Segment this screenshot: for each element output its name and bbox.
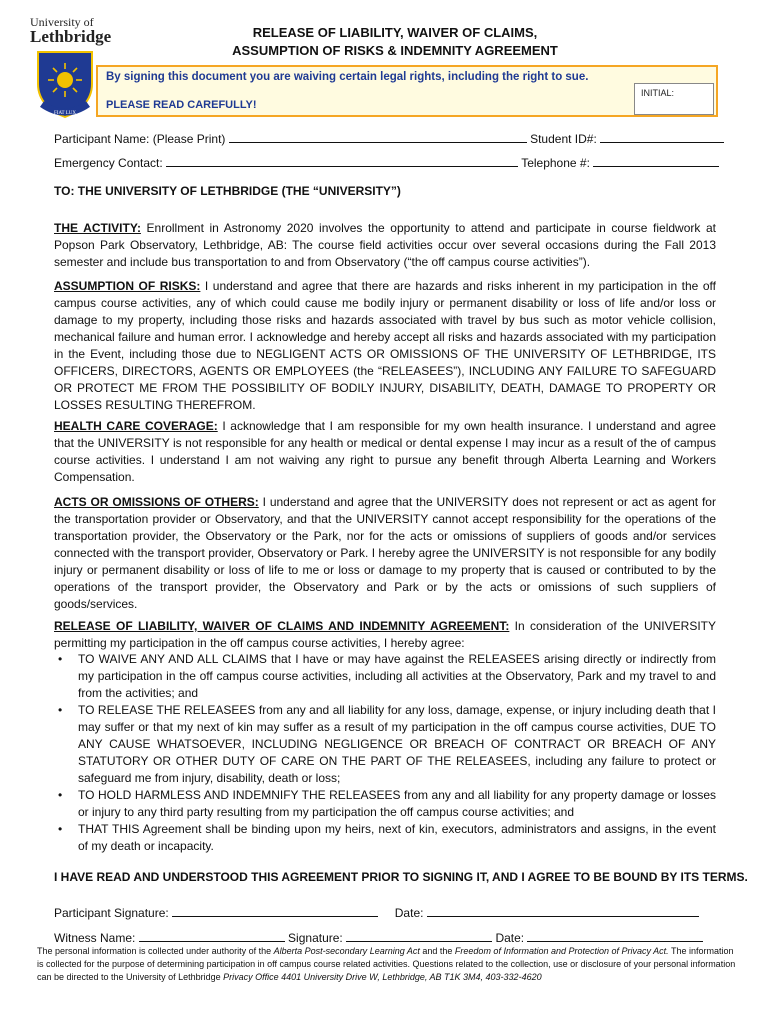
shield-icon: [34, 50, 96, 120]
witness-signature-label: Signature:: [288, 931, 343, 945]
notice-box: [96, 65, 718, 117]
list-item: • THAT THIS Agreement shall be binding upon my heirs, next of kin, executors, administrators and assigns, in the event of my death or incapacity.: [58, 822, 716, 853]
please-read-text: PLEASE READ CAREFULLY!: [106, 99, 257, 111]
university-logo: [30, 15, 112, 116]
section-health-care: [54, 418, 716, 486]
telephone-label: Telephone #:: [521, 156, 590, 170]
date-label: Date:: [394, 906, 424, 920]
logo-lethbridge: Lethbridge: [30, 27, 112, 46]
witness-name-input[interactable]: [139, 929, 285, 942]
section-assumption-of-risks: [54, 278, 716, 414]
initial-label: INITIAL:: [641, 88, 675, 98]
section-activity: [54, 220, 716, 271]
participant-name-label: Participant Name: (Please Print): [54, 132, 226, 146]
bullet-dot-icon: •: [58, 788, 63, 802]
document-title-line2: ASSUMPTION OF RISKS & INDEMNITY AGREEMENT: [232, 43, 558, 58]
logo-university-of: University of: [30, 15, 94, 29]
section-text: Enrollment in Astronomy 2020 involves the opportunity to attend and participate in course fieldwork at Popson Park Observatory, Lethbridge, AB: The course field activities occur over several occasions during the Fall 2013 semester and include bus transportation to and from Observatory (“the off campus course activities”).: [54, 221, 716, 269]
list-item: • TO WAIVE ANY AND ALL CLAIMS that I have or may have against the RELEASEES arising directly or indirectly from my participation in the off campus course activities, including all activities at the Observatory, Park and my travel to and from the activities; and: [58, 652, 716, 700]
witness-signature-input[interactable]: [346, 929, 492, 942]
section-text: I acknowledge that I am responsible for my own health insurance. I understand and agree that the UNIVERSITY is not responsible for any health or medical or dental expense I may incur as a result of the of campus course activities. I understand I am not waiving any right to pursue any benefit through Alberta Learning and Workers Compensation.: [54, 419, 716, 484]
acknowledgement: I HAVE READ AND UNDERSTOOD THIS AGREEMENT PRIOR TO SIGNING IT, AND I AGREE TO BE BOUND BY ITS TERMS.: [54, 870, 748, 884]
section-label: ACTS OR OMISSIONS OF OTHERS:: [54, 495, 259, 509]
bullet-dot-icon: •: [58, 822, 63, 836]
to-heading: TO: THE UNIVERSITY OF LETHBRIDGE (THE “UNIVERSITY”): [54, 184, 401, 198]
witness-date-label: Date:: [495, 931, 525, 945]
participant-signature-input[interactable]: [172, 904, 378, 917]
notice-main-text: By signing this document you are waiving certain legal rights, including the right to sue.: [106, 71, 589, 83]
telephone-input[interactable]: [593, 154, 719, 167]
list-item: • TO RELEASE THE RELEASEES from any and all liability for any loss, damage, expense, or injury including death that I may suffer or that my next of kin may suffer as a result of my participation in the off campus course activities, DUE TO ANY CAUSE WHATSOEVER, INCLUDING NEGLIGENCE OR BREACH OF CONTRACT OR BREACH OF ANY STATUTORY OR OTHER DUTY OF CARE ON THE PART OF THE RELEASEES, including any failure to protect or safeguard me from injury, disability, death or loss;: [58, 703, 716, 785]
logo-motto: FIAT LUX: [54, 111, 76, 116]
participant-name-input[interactable]: [229, 130, 527, 143]
agreement-bullets: [54, 651, 716, 855]
emergency-contact-row: [54, 154, 719, 171]
participant-signature-label: Participant Signature:: [54, 906, 169, 920]
student-id-label: Student ID#:: [530, 132, 597, 146]
witness-name-label: Witness Name:: [54, 931, 136, 945]
witness-row: [54, 929, 703, 946]
document-title-line1: RELEASE OF LIABILITY, WAIVER OF CLAIMS,: [252, 25, 538, 40]
section-label: ASSUMPTION OF RISKS:: [54, 279, 201, 293]
student-id-input[interactable]: [600, 130, 724, 143]
emergency-contact-label: Emergency Contact:: [54, 156, 163, 170]
bullet-dot-icon: •: [58, 652, 63, 666]
section-text: I understand and agree that the UNIVERSITY does not represent or act as agent for the transportation provider or Observatory, and that the UNIVERSITY cannot accept responsibility for the operations of the transportation provider, the Observatory or the Park, nor for the acts or omissions of suppliers of goods and/or services connected with the transport provider, Observatory or Park. I hereby agree the UNIVERSITY is not responsible for any bodily injury or permanent disability or loss of life to me or loss or damage to my property that is caused or contributed to by the operations of the transport provider, the Observatory and Park or by the acts or omissions of such suppliers of goods/services.: [54, 495, 716, 611]
section-text: I understand and agree that there are hazards and risks inherent in my participation in the off campus course activities, any of which could cause me bodily injury or permanent disability or loss of life and/or loss or damage to my property, including those risks and hazards associated with travel by bus such as motor vehicle collision, mechanical failure and human error. I acknowledge and hereby accept all risks and hazards associated with my participation in the Event, including those due to NEGLIGENT ACTS OR OMISSIONS OF THE UNIVERSITY OF LETHBRIDGE, ITS OFFICERS, DIRECTORS, AGENTS OR EMPLOYEES (the “RELEASEES”), INCLUDING ANY FAILURE TO SAFEGUARD OR PROTECT ME FROM THE POSSIBILITY OF BODILY INJURY, DISABILITY, DEATH, DAMAGE TO PROPERTY OR LOSSES RESULTING THEREFROM.: [54, 279, 716, 412]
emergency-contact-input[interactable]: [166, 154, 518, 167]
participant-signature-row: [54, 904, 699, 921]
section-label: THE ACTIVITY:: [54, 221, 141, 235]
section-label: RELEASE OF LIABILITY, WAIVER OF CLAIMS AND INDEMNITY AGREEMENT:: [54, 619, 510, 633]
date-input[interactable]: [427, 904, 699, 917]
section-text: In consideration of the UNIVERSITY permitting my participation in the off campus course activities, I hereby agree:: [54, 619, 716, 650]
list-item: • TO HOLD HARMLESS AND INDEMNIFY THE RELEASEES from any and all liability for any property damage or losses or injury to any third party resulting from my participation the off campus course activities; and: [58, 788, 716, 819]
section-label: HEALTH CARE COVERAGE:: [54, 419, 218, 433]
witness-date-input[interactable]: [527, 929, 703, 942]
initial-field[interactable]: [634, 83, 714, 115]
participant-name-row: [54, 130, 724, 147]
section-acts-of-others: [54, 494, 716, 613]
section-release-of-liability: [54, 618, 716, 652]
privacy-footer: The personal information is collected under authority of the Alberta Post-secondary Learning Act and the Freedom of Information and Protection of Privacy Act. The information is collected for the purpose of determining participation in off campus course related activities. Questions related to the collection, use or disclosure of your personal information can be directed to the University of Lethbridge Privacy Office 4401 University Drive W, Lethbridge, AB T1K 3M4, 403-332-4620: [37, 946, 736, 982]
bullet-dot-icon: •: [58, 703, 63, 717]
